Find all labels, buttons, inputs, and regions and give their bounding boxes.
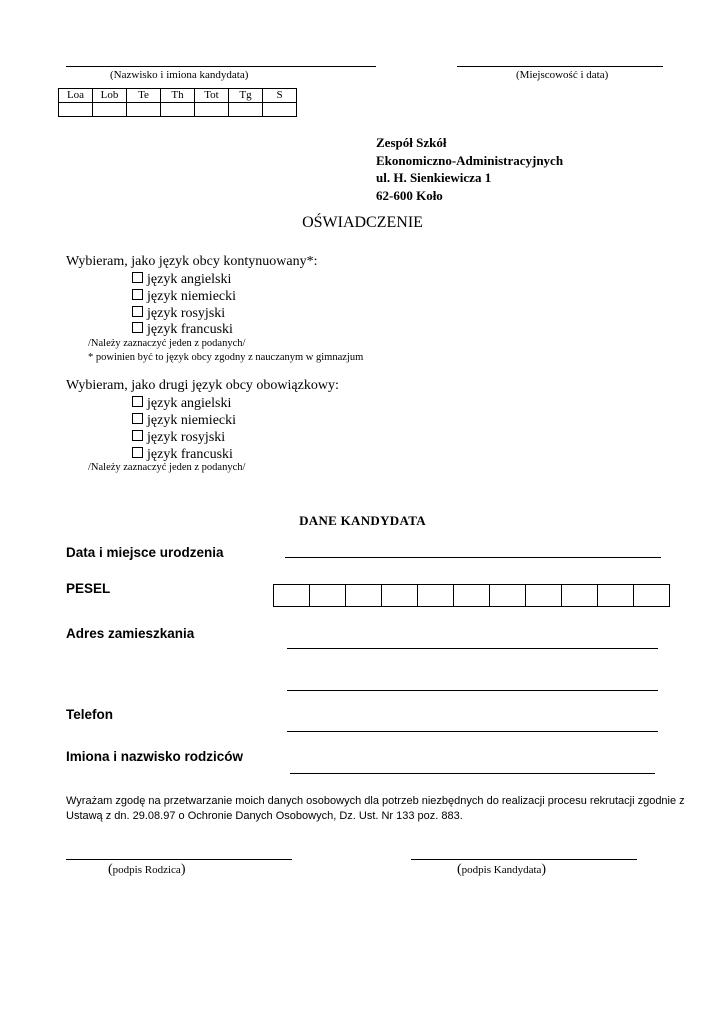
pesel-digit-cell[interactable] <box>526 585 562 606</box>
parents-field-line[interactable] <box>290 773 655 774</box>
parent-signature-caption: (podpis Rodzica) <box>108 862 186 877</box>
pesel-grid <box>273 584 670 607</box>
pesel-digit-cell[interactable] <box>598 585 634 606</box>
checkbox[interactable] <box>132 272 143 283</box>
candidate-name-caption: (Nazwisko i imiona kandydata) <box>110 69 249 81</box>
score-cell[interactable] <box>229 103 263 117</box>
score-col-tg: Tg <box>229 89 263 103</box>
checkbox[interactable] <box>132 322 143 333</box>
continued-option-french[interactable]: język francuski <box>132 321 233 338</box>
checkbox[interactable] <box>132 413 143 424</box>
pesel-digit-cell[interactable] <box>562 585 598 606</box>
school-address-line: 62-600 Koło <box>376 187 443 203</box>
parents-label: Imiona i nazwisko rodziców <box>66 749 244 764</box>
birth-label: Data i miejsce urodzenia <box>66 545 224 560</box>
second-option-russian[interactable]: język rosyjski <box>132 429 225 446</box>
checkbox[interactable] <box>132 306 143 317</box>
second-option-french[interactable]: język francuski <box>132 446 233 463</box>
candidate-signature-line[interactable] <box>411 859 637 860</box>
checkbox[interactable] <box>132 289 143 300</box>
school-address <box>376 134 563 204</box>
second-option-english[interactable]: język angielski <box>132 395 231 412</box>
pesel-digit-cell[interactable] <box>382 585 418 606</box>
document-title: OŚWIADCZENIE <box>302 214 423 231</box>
score-cell[interactable] <box>161 103 195 117</box>
pesel-digit-cell[interactable] <box>418 585 454 606</box>
address-label: Adres zamieszkania <box>66 626 195 641</box>
checkbox[interactable] <box>132 447 143 458</box>
birth-field-line[interactable] <box>285 557 661 558</box>
score-table <box>58 88 297 117</box>
address-field-line-1[interactable] <box>287 648 658 649</box>
continued-footnote: * powinien być to język obcy zgodny z nauczanym w gimnazjum <box>88 352 364 363</box>
pesel-digit-cell[interactable] <box>454 585 490 606</box>
score-cell[interactable] <box>263 103 297 117</box>
score-cell[interactable] <box>59 103 93 117</box>
pesel-label: PESEL <box>66 581 111 596</box>
score-cell[interactable] <box>93 103 127 117</box>
address-field-line-2[interactable] <box>287 690 658 691</box>
candidate-section-title: DANE KANDYDATA <box>299 513 426 528</box>
continued-language-question: Wybieram, jako język obcy kontynuowany*: <box>66 254 318 269</box>
candidate-signature-caption: (podpis Kandydata) <box>457 862 547 877</box>
consent-text: Wyrażam zgodę na przetwarzanie moich danych osobowych dla potrzeb niezbędnych do realizacji procesu rekrutacji zgodnie z Ustawą z dn. 29.08.97 o Ochronie Danych Osobowych, Dz. Ust. Nr 133 poz. 883. <box>66 795 685 822</box>
phone-label: Telefon <box>66 707 113 722</box>
pesel-digit-cell[interactable] <box>346 585 382 606</box>
second-language-question: Wybieram, jako drugi język obcy obowiązkowy: <box>66 378 339 393</box>
continued-option-english[interactable]: język angielski <box>132 271 231 288</box>
score-col-th: Th <box>161 89 195 103</box>
continued-option-german[interactable]: język niemiecki <box>132 288 236 305</box>
pesel-digit-cell[interactable] <box>310 585 346 606</box>
school-address-line: ul. H. Sienkiewicza 1 <box>376 170 492 185</box>
place-date-caption: (Miejscowość i data) <box>516 69 609 81</box>
score-col-tot: Tot <box>195 89 229 103</box>
second-option-german[interactable]: język niemiecki <box>132 412 236 429</box>
school-address-line: Ekonomiczno-Administracyjnych <box>376 152 564 168</box>
second-note: /Należy zaznaczyć jeden z podanych/ <box>88 462 246 473</box>
pesel-digit-cell[interactable] <box>634 585 669 606</box>
continued-option-russian[interactable]: język rosyjski <box>132 305 225 322</box>
phone-field-line[interactable] <box>287 731 658 732</box>
pesel-digit-cell[interactable] <box>274 585 310 606</box>
score-col-s: S <box>263 89 297 103</box>
parent-signature-line[interactable] <box>66 859 292 860</box>
score-col-te: Te <box>127 89 161 103</box>
pesel-digit-cell[interactable] <box>490 585 526 606</box>
score-cell[interactable] <box>127 103 161 117</box>
place-date-line <box>457 66 663 67</box>
score-cell[interactable] <box>195 103 229 117</box>
school-address-line: Zespół Szkół <box>376 135 447 150</box>
checkbox[interactable] <box>132 430 143 441</box>
candidate-name-line <box>66 66 376 67</box>
score-col-lob: Lob <box>93 89 127 103</box>
continued-note: /Należy zaznaczyć jeden z podanych/ <box>88 338 246 349</box>
score-col-loa: Loa <box>59 89 93 103</box>
checkbox[interactable] <box>132 396 143 407</box>
